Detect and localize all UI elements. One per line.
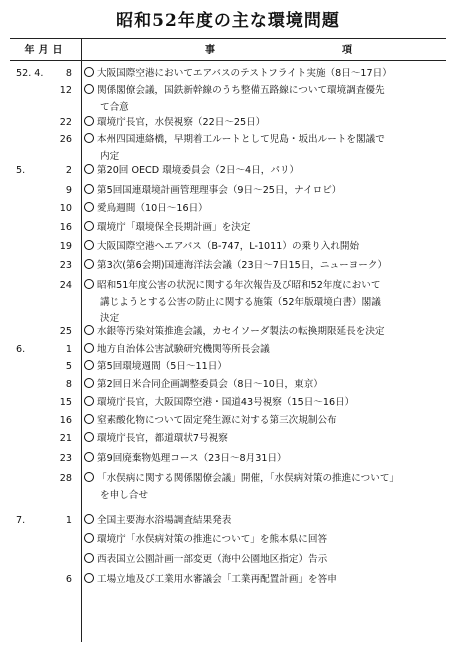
event-line: 本州四国連絡橋，早期着工ルートとして児島・坂出ルートを閣議で [97,134,385,145]
header-date: 年月日 [24,45,67,56]
bullet-circle-icon [84,325,94,335]
event-line: 「水俣病に関する関係閣僚会議」開催，「水俣病対策の推進について」 [97,473,400,484]
event-text-continued [100,488,444,505]
row-day: 1 [65,344,72,355]
bullet-circle-icon [84,164,94,174]
row-month: 5. [16,165,26,176]
bullet-circle-icon [84,378,94,388]
event-text [84,115,444,132]
event-text [84,532,444,549]
event-text [84,132,444,149]
event-line: 内定 [100,150,120,162]
event-text [84,451,444,468]
bullet-circle-icon [84,432,94,442]
event-line: 第5回環境週間（5日～11日） [97,361,227,372]
event-line: 第9回廃棄物処理コース（23日～8月31日） [97,453,287,464]
row-month: 7. [16,515,26,526]
event-line: 環境庁「環境保全長期計画」を決定 [97,222,251,233]
bullet-circle-icon [84,84,94,94]
bullet-circle-icon [84,343,94,353]
bullet-circle-icon [84,573,94,583]
bullet-circle-icon [84,553,94,563]
bullet-circle-icon [84,240,94,250]
event-text [84,278,444,295]
row-month: 6. [16,344,26,355]
event-text [84,66,444,83]
event-line: 講じようとする公害の防止に関する施策（52年版環境白書）閣議 [100,296,381,308]
row-day: 9 [65,185,72,196]
event-text [84,220,444,237]
row-month: 52. 4. [16,68,44,79]
event-line: 西表国立公園計画一部変更（海中公園地区指定）告示 [97,554,328,565]
event-line: 第5回国連環境計画管理理事会（9日～25日，ナイロビ） [97,185,342,196]
event-line: 環境庁「水俣病対策の推進について」を熊本県に回答 [97,534,328,545]
event-line: 環境庁長官，都道環状7号視察 [97,433,228,444]
row-day: 1 [65,515,72,526]
event-text [84,395,444,412]
bullet-circle-icon [84,472,94,482]
column-divider [81,38,82,642]
event-text [84,201,444,218]
row-day: 6 [65,574,72,585]
event-line: 全国主要海水浴場調査結果発表 [97,515,232,526]
row-day: 28 [59,473,72,484]
bullet-circle-icon [84,360,94,370]
event-line: 環境庁長官，水俣視察（22日～25日） [97,117,266,128]
event-text [84,239,444,256]
table-header-rule [10,60,446,61]
row-day: 8 [65,68,72,79]
event-line: 地方自治体公害試験研究機関等所長会議 [97,344,270,355]
event-text [84,183,444,200]
event-text [84,413,444,430]
event-text [84,359,444,376]
row-day: 16 [59,415,72,426]
event-text [84,258,444,275]
event-text [84,163,444,180]
row-day: 19 [59,241,72,252]
event-text [84,83,444,100]
table-top-rule [10,38,446,39]
event-text-continued [100,100,444,117]
bullet-circle-icon [84,133,94,143]
bullet-circle-icon [84,259,94,269]
events-table [10,38,446,642]
row-day: 5 [65,361,72,372]
row-day: 10 [59,203,72,214]
event-text [84,513,444,530]
event-line: を申し合せ [100,489,148,501]
event-text [84,552,444,569]
row-day: 26 [59,134,72,145]
event-line: 昭和51年度公害の状況に関する年次報告及び昭和52年度において [97,280,381,291]
event-line: 第3次(第6会期)国連海洋法会議（23日～7日15日，ニューヨーク） [97,260,388,271]
page-title: 昭和52年度の主な環境問題 [116,11,340,31]
bullet-circle-icon [84,184,94,194]
event-text-continued [100,295,444,312]
event-text [84,572,444,589]
event-text [84,431,444,448]
row-day: 21 [59,433,72,444]
row-day: 25 [59,326,72,337]
bullet-circle-icon [84,452,94,462]
event-line: 大阪国際空港へエアバス（B-747，L-1011）の乗り入れ開始 [97,241,360,252]
bullet-circle-icon [84,414,94,424]
event-line: 愛鳥週間（10日～16日） [97,203,208,214]
event-line: 工場立地及び工業用水審議会「工業再配置計画」を答申 [97,574,337,585]
event-line: 環境庁長官，大阪国際空港・国道43号視察（15日～16日） [97,397,355,408]
row-day: 23 [59,453,72,464]
event-line: 関係閣僚会議，国鉄新幹線のうち整備五路線について環境調査優先 [97,85,385,96]
event-line: 第20回 OECD 環境委員会（2日～4日，パリ） [97,165,300,176]
event-text [84,342,444,359]
bullet-circle-icon [84,202,94,212]
bullet-circle-icon [84,514,94,524]
bullet-circle-icon [84,221,94,231]
event-text [84,377,444,394]
bullet-circle-icon [84,116,94,126]
event-line: 第2回日米合同企画調整委員会（8日～10日，東京） [97,379,323,390]
event-line: 窒素酸化物について固定発生源に対する第三次規制公布 [97,415,337,426]
event-line: 大阪国際空港においてエアバスのテストフライト実施（8日～17日） [97,68,392,79]
bullet-circle-icon [84,67,94,77]
row-day: 16 [59,222,72,233]
row-day: 22 [59,117,72,128]
bullet-circle-icon [84,279,94,289]
event-text [84,324,444,341]
row-day: 24 [59,280,72,291]
event-text [84,471,444,488]
bullet-circle-icon [84,533,94,543]
row-day: 8 [65,379,72,390]
row-day: 12 [59,85,72,96]
event-line: 決定 [100,313,120,324]
row-day: 2 [65,165,72,176]
header-ji: 事 [205,45,215,56]
row-day: 15 [59,397,72,408]
header-kou: 項 [342,45,352,56]
event-line: 水銀等汚染対策推進会議，カセイソーダ製法の転換期限延長を決定 [97,326,385,337]
bullet-circle-icon [84,396,94,406]
event-line: て合意 [100,101,129,113]
row-day: 23 [59,260,72,271]
